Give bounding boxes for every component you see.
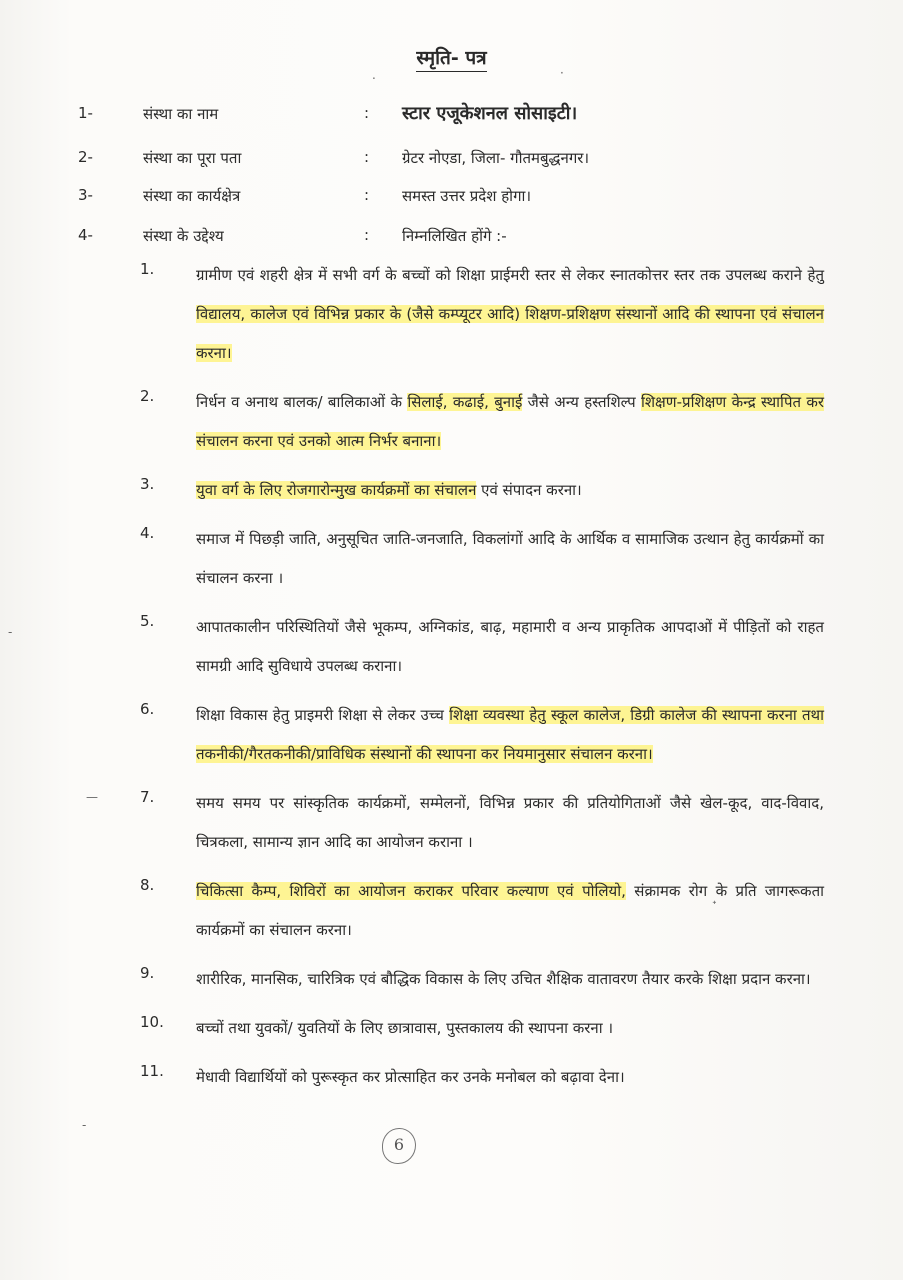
header-row: 1- संस्था का नाम : स्टार एजूकेशनल सोसाइटी। [78, 103, 578, 124]
objectives-list [0, 256, 903, 1107]
list-item: 5. आपातकालीन परिस्थितियों जैसे भूकम्प, अग्निकांड, बाढ़, महामारी व अन्य प्राकृतिक आपदाओं में पीड़ितों को राहत सामग्री आदि सुविधाये उपलब्ध कराना। [140, 612, 824, 675]
page-title: स्मृति- पत्र [0, 44, 903, 70]
society-address: ग्रेटर नोएडा, जिला- गौतमबुद्धनगर। [402, 149, 590, 167]
highlight: शिक्षण-प्रशिक्षण केन्द्र स्थापित कर संचालन करना एवं उनको आत्म निर्भर बनाना। [196, 393, 824, 450]
list-item: 2. निर्धन व अनाथ बालक/ बालिकाओं के सिलाई, कढाई, बुनाई जैसे अन्य हस्तशिल्प शिक्षण-प्रशिक्षण केन्द्र स्थापित कर संचालन करना एवं उनको आत्म निर्भर बनाना। [140, 387, 824, 450]
list-item: 3. युवा वर्ग के लिए रोजगारोन्मुख कार्यक्रमों का संचालन एवं संपादन करना। [140, 475, 582, 499]
handwritten-page-number: 6 [382, 1128, 416, 1164]
society-name: स्टार एजूकेशनल सोसाइटी। [402, 103, 578, 124]
list-item: 11. मेधावी विद्यार्थियों को पुरूस्कृत कर प्रोत्साहित कर उनके मनोबल को बढ़ावा देना। [140, 1062, 625, 1086]
header-row: 4- संस्था के उद्देश्य : निम्नलिखित होंगे :- [78, 226, 507, 245]
header-row: 3- संस्था का कार्यक्षेत्र : समस्त उत्तर प्रदेश होगा। [78, 186, 532, 205]
highlight: सिलाई, कढाई, बुनाई [407, 393, 523, 411]
list-item: 1. ग्रामीण एवं शहरी क्षेत्र में सभी वर्ग के बच्चों को शिक्षा प्राईमरी स्तर से लेकर स्नातकोत्तर स्तर तक उपलब्ध कराने हेतु विद्यालय, कालेज एवं विभिन्न प्रकार के (जैसे कम्प्यूटर आदि) शिक्षण-प्रशिक्षण संस्थानों आदि की स्थापना एवं संचालन करना। [140, 260, 824, 362]
list-item: 9. शारीरिक, मानसिक, चारित्रिक एवं बौद्धिक विकास के लिए उचित शैक्षिक वातावरण तैयार करके शिक्षा प्रदान करना। [140, 964, 811, 988]
stray-mark: . [372, 68, 376, 82]
stray-mark: · [560, 66, 564, 80]
list-item: 10. बच्चों तथा युवकों/ युवतियों के लिए छात्रावास, पुस्तकालय की स्थापना करना । [140, 1013, 614, 1037]
highlight: विद्यालय, कालेज एवं विभिन्न प्रकार के (जैसे कम्प्यूटर आदि) शिक्षण-प्रशिक्षण संस्थानों आदि की स्थापना एवं संचालन करना। [196, 305, 824, 362]
stray-mark: - [8, 625, 13, 639]
society-work-area: समस्त उत्तर प्रदेश होगा। [402, 187, 532, 205]
stray-mark: — [86, 790, 98, 804]
highlight: शिक्षा व्यवस्था हेतु स्कूल कालेज, डिग्री कालेज की स्थापना करना तथा तकनीकी/गैरतकनीकी/प्राविधिक संस्थानों की स्थापना कर नियमानुसार संचालन करना। [196, 706, 824, 763]
list-item: 4. समाज में पिछड़ी जाति, अनुसूचित जाति-जनजाति, विकलांगों आदि के आर्थिक व सामाजिक उत्थान हेतु कार्यक्रमों का संचालन करना । [140, 524, 824, 587]
header-row: 2- संस्था का पूरा पता : ग्रेटर नोएडा, जिला- गौतमबुद्धनगर। [78, 148, 590, 167]
list-item: 6. शिक्षा विकास हेतु प्राइमरी शिक्षा से लेकर उच्च शिक्षा व्यवस्था हेतु स्कूल कालेज, डिग्री कालेज की स्थापना करना तथा तकनीकी/गैरतकनीकी/प्राविधिक संस्थानों की स्थापना कर नियमानुसार संचालन करना। [140, 700, 824, 763]
society-objectives-heading: निम्नलिखित होंगे :- [402, 227, 507, 245]
stray-mark: - [82, 1118, 87, 1132]
highlight: चिकित्सा कैम्प, शिविरों का आयोजन कराकर परिवार कल्याण एवं पोलियो, [196, 882, 626, 900]
stray-mark: ᐩ [712, 898, 717, 912]
list-item: 7. समय समय पर सांस्कृतिक कार्यक्रमों, सम्मेलनों, विभिन्न प्रकार की प्रतियोगिताओं जैसे खेल-कूद, वाद-विवाद, चित्रकला, सामान्य ज्ञान आदि का आयोजन कराना । [140, 788, 824, 851]
highlight: युवा वर्ग के लिए रोजगारोन्मुख कार्यक्रमों का संचालन [196, 481, 477, 499]
list-item: 8. चिकित्सा कैम्प, शिविरों का आयोजन कराकर परिवार कल्याण एवं पोलियो, संक्रामक रोग के प्रति जागरूकता कार्यक्रमों का संचालन करना। [140, 876, 825, 939]
